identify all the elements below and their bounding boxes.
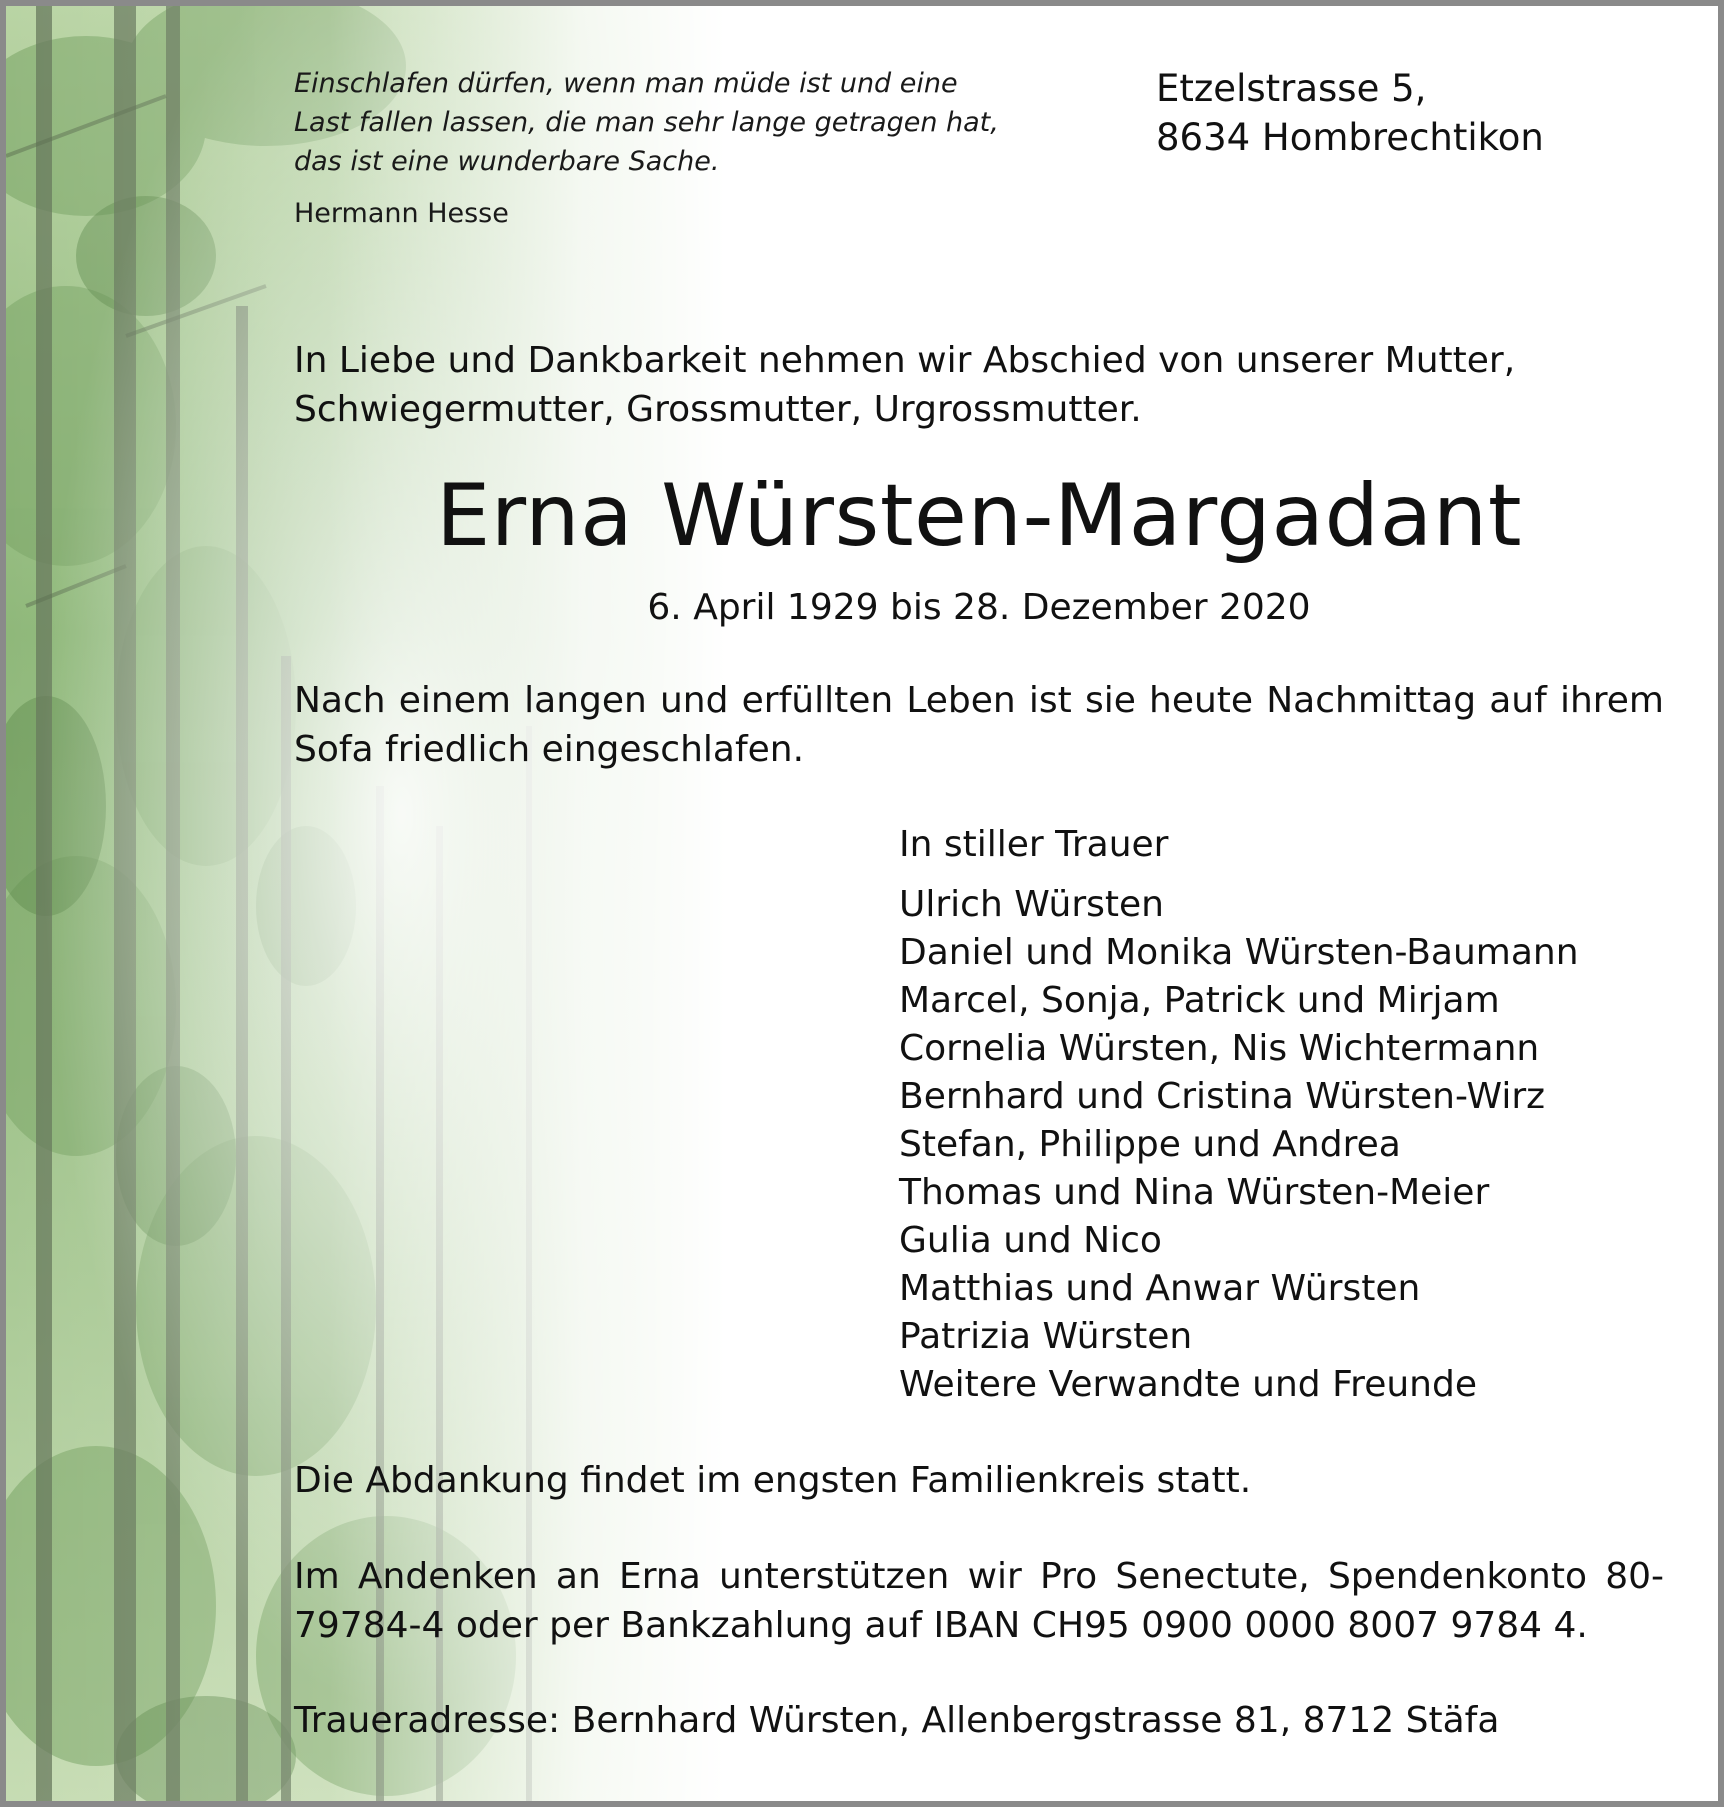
family-address	[1156, 64, 1544, 162]
address-city: 8634 Hombrechtikon	[1156, 116, 1544, 159]
mourning-address: Traueradresse: Bernhard Würsten, Allenbergstrasse 81, 8712 Stäfa	[294, 1700, 1500, 1741]
deceased-name: Erna Würsten-Margadant	[435, 466, 1523, 566]
passing-statement: Nach einem langen und erfüllten Leben ist sie heute Nachmittag auf ihrem Sofa friedlich eingeschlafen.	[294, 680, 1664, 770]
mourner-name: Ulrich Würsten	[899, 884, 1164, 925]
life-dates: 6. April 1929 bis 28. Dezember 2020	[647, 587, 1311, 628]
mourner-name: Bernhard und Cristina Würsten-Wirz	[899, 1076, 1546, 1117]
quote-author: Hermann Hesse	[294, 198, 509, 229]
mourner-name: Weitere Verwandte und Freunde	[899, 1364, 1477, 1405]
farewell-intro: In Liebe und Dankbarkeit nehmen wir Abschied von unserer Mutter, Schwiegermutter, Grossmutter, Urgrossmutter.	[294, 340, 1516, 430]
mourner-name: Gulia und Nico	[899, 1220, 1162, 1261]
mourner-name: Patrizia Würsten	[899, 1316, 1193, 1357]
mourning-heading: In stiller Trauer	[899, 824, 1169, 865]
hesse-quote	[294, 64, 1054, 181]
mourner-name: Marcel, Sonja, Patrick und Mirjam	[899, 980, 1500, 1021]
funeral-notice: Die Abdankung findet im engsten Familienkreis statt.	[294, 1460, 1252, 1501]
quote-line: Last fallen lassen, die man sehr lange getragen hat,	[294, 107, 999, 138]
donation-notice: Im Andenken an Erna unterstützen wir Pro Senectute, Spendenkonto 80-79784-4 oder per Bankzahlung auf IBAN CH95 0900 0000 8007 9784 4.	[294, 1556, 1664, 1646]
quote-line: das ist eine wunderbare Sache.	[294, 146, 720, 177]
mourner-name: Daniel und Monika Würsten-Baumann	[899, 932, 1579, 973]
mourner-name: Matthias und Anwar Würsten	[899, 1268, 1421, 1309]
mourner-name: Cornelia Würsten, Nis Wichtermann	[899, 1028, 1540, 1069]
obituary-content	[6, 6, 1718, 1801]
mourner-name: Stefan, Philippe und Andrea	[899, 1124, 1401, 1165]
mourners-list	[899, 881, 1579, 1409]
quote-line: Einschlafen dürfen, wenn man müde ist und eine	[294, 68, 958, 99]
mourner-name: Thomas und Nina Würsten-Meier	[899, 1172, 1490, 1213]
address-street: Etzelstrasse 5,	[1156, 67, 1427, 110]
